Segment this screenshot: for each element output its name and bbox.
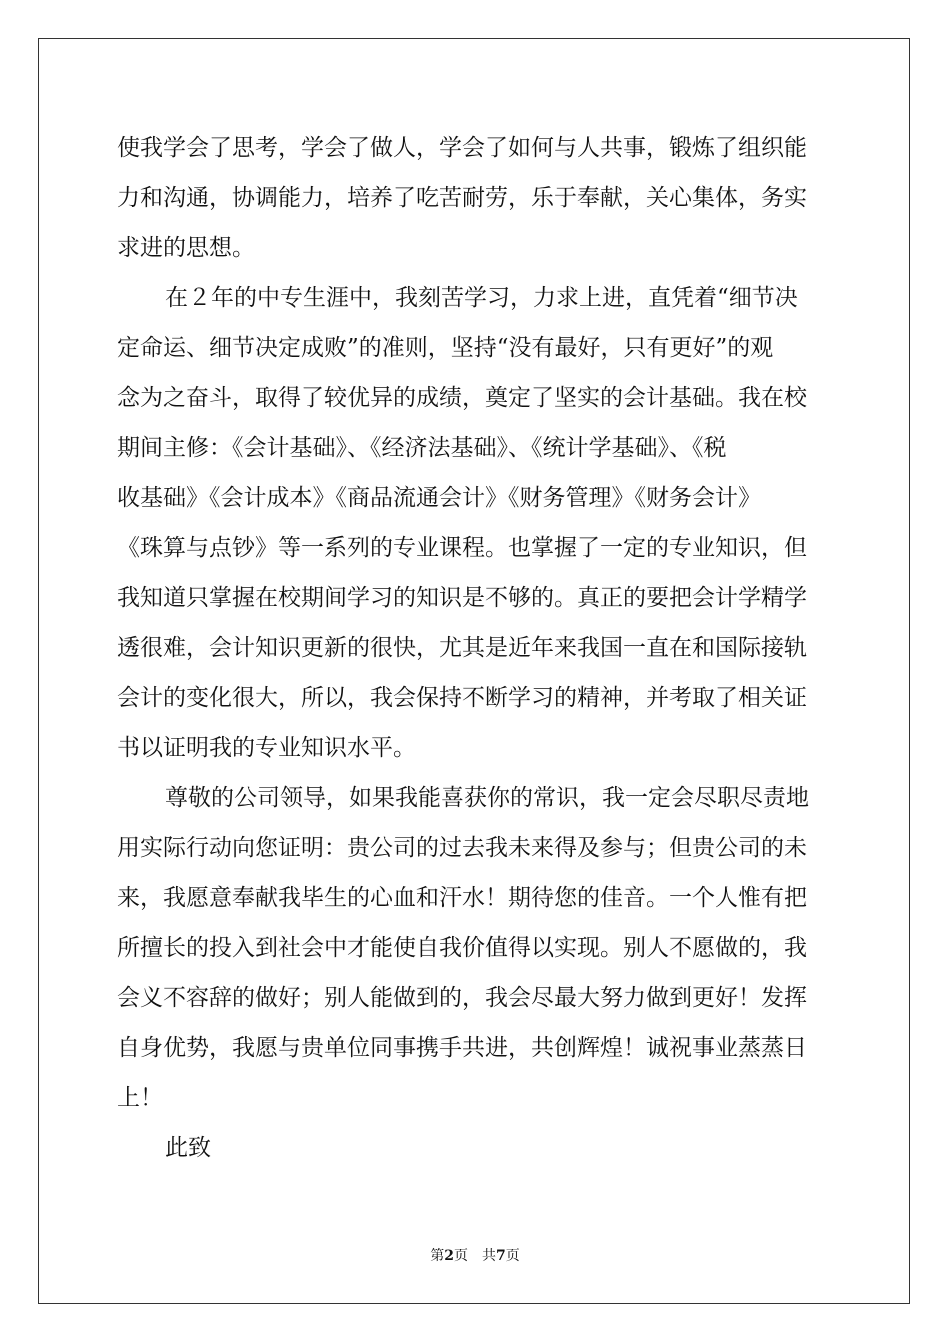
text-line: 透很难，会计知识更新的很快，尤其是近年来我国一直在和国际接轨 [117, 635, 807, 661]
text-line: 我知道只掌握在校期间学习的知识是不够的。真正的要把会计学精学 [117, 585, 807, 611]
text-line: 念为之奋斗，取得了较优异的成绩，奠定了坚实的会计基础。我在校 [117, 385, 807, 411]
footer-total-pages: 7 [496, 1248, 506, 1264]
text-line: 上！ [117, 1085, 163, 1111]
text-line: 用实际行动向您证明：贵公司的过去我未来得及参与；但贵公司的未 [117, 835, 807, 861]
text-line: 求进的思想。 [117, 235, 255, 261]
text-line: 使我学会了思考，学会了做人，学会了如何与人共事，锻炼了组织能 [117, 135, 807, 161]
text-line: 收基础》《会计成本》《商品流通会计》《财务管理》《财务会计》 [117, 485, 761, 511]
text-line: 所擅长的投入到社会中才能使自我价值得以实现。别人不愿做的，我 [117, 935, 807, 961]
text-line: 书以证明我的专业知识水平。 [117, 735, 416, 761]
text-line: 此致 [165, 1135, 211, 1161]
footer-current-page: 2 [444, 1248, 454, 1264]
text-line: 自身优势，我愿与贵单位同事携手共进，共创辉煌！诚祝事业蒸蒸日 [117, 1035, 807, 1061]
text-line: 来，我愿意奉献我毕生的心血和汗水！期待您的佳音。一个人惟有把 [117, 885, 807, 911]
text-line: 会计的变化很大，所以，我会保持不断学习的精神，并考取了相关证 [117, 685, 807, 711]
footer-suffix: 页 [505, 1248, 520, 1264]
text-line: 尊敬的公司领导，如果我能喜获你的常识，我一定会尽职尽责地 [165, 785, 809, 811]
text-line: 会义不容辞的做好；别人能做到的，我会尽最大努力做到更好！发挥 [117, 985, 807, 1011]
text-line: 期间主修：《会计基础》、《经济法基础》、《统计学基础》、《税 [117, 435, 727, 461]
text-line: 《珠算与点钞》等一系列的专业课程。也掌握了一定的专业知识，但 [117, 535, 807, 561]
text-line: 定命运、细节决定成败”的准则，坚持“没有最好，只有更好”的观 [117, 335, 774, 361]
text-line: 力和沟通，协调能力，培养了吃苦耐劳，乐于奉献，关心集体，务实 [117, 185, 807, 211]
page-footer [0, 1247, 950, 1265]
footer-mid: 页 共 [454, 1248, 496, 1264]
text-line: 在２年的中专生涯中，我刻苦学习，力求上进，直凭着“细节决 [165, 285, 798, 311]
footer-prefix: 第 [430, 1248, 445, 1264]
